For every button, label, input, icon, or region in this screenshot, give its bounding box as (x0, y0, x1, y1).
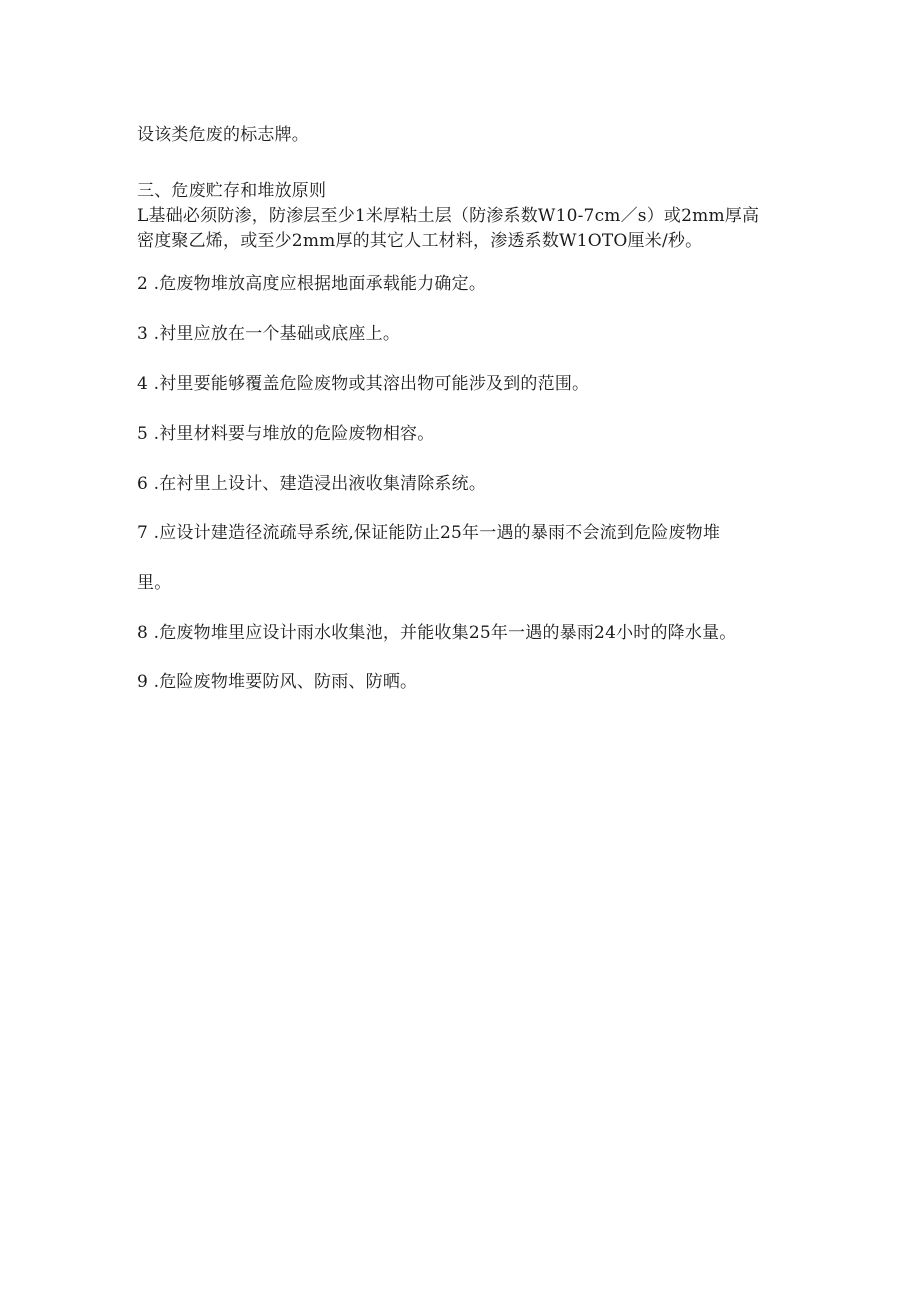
item-1-line-2: 密度聚乙烯，或至少2mm厚的其它人工材料，渗透系数W1OTO厘米/秒。 (137, 231, 703, 251)
section-heading-storage-principles: 三、危废贮存和堆放原则 (137, 181, 327, 201)
item-3: 3 .衬里应放在一个基础或底座上。 (137, 324, 401, 344)
item-9: 9 .危险废物堆要防风、防雨、防晒。 (137, 672, 418, 692)
text-line-sign: 设该类危废的标志牌。 (137, 125, 309, 145)
item-1-line-1: L基础必须防渗，防渗层至少1米厚粘土层（防渗系数W10-7cm／s）或2mm厚高 (137, 206, 760, 226)
item-4: 4 .衬里要能够覆盖危险废物或其溶出物可能涉及到的范围。 (137, 374, 590, 394)
item-7-line-2: 里。 (137, 573, 172, 593)
item-6: 6 .在衬里上设计、建造浸出液收集清除系统。 (137, 474, 487, 494)
item-2: 2 .危废物堆放高度应根据地面承载能力确定。 (137, 274, 487, 294)
item-5: 5 .衬里材料要与堆放的危险废物相容。 (137, 424, 435, 444)
item-7-line-1: 7 .应设计建造径流疏导系统,保证能防止25年一遇的暴雨不会流到危险废物堆 (137, 523, 721, 543)
item-8: 8 .危废物堆里应设计雨水收集池，并能收集25年一遇的暴雨24小时的降水量。 (137, 623, 737, 643)
